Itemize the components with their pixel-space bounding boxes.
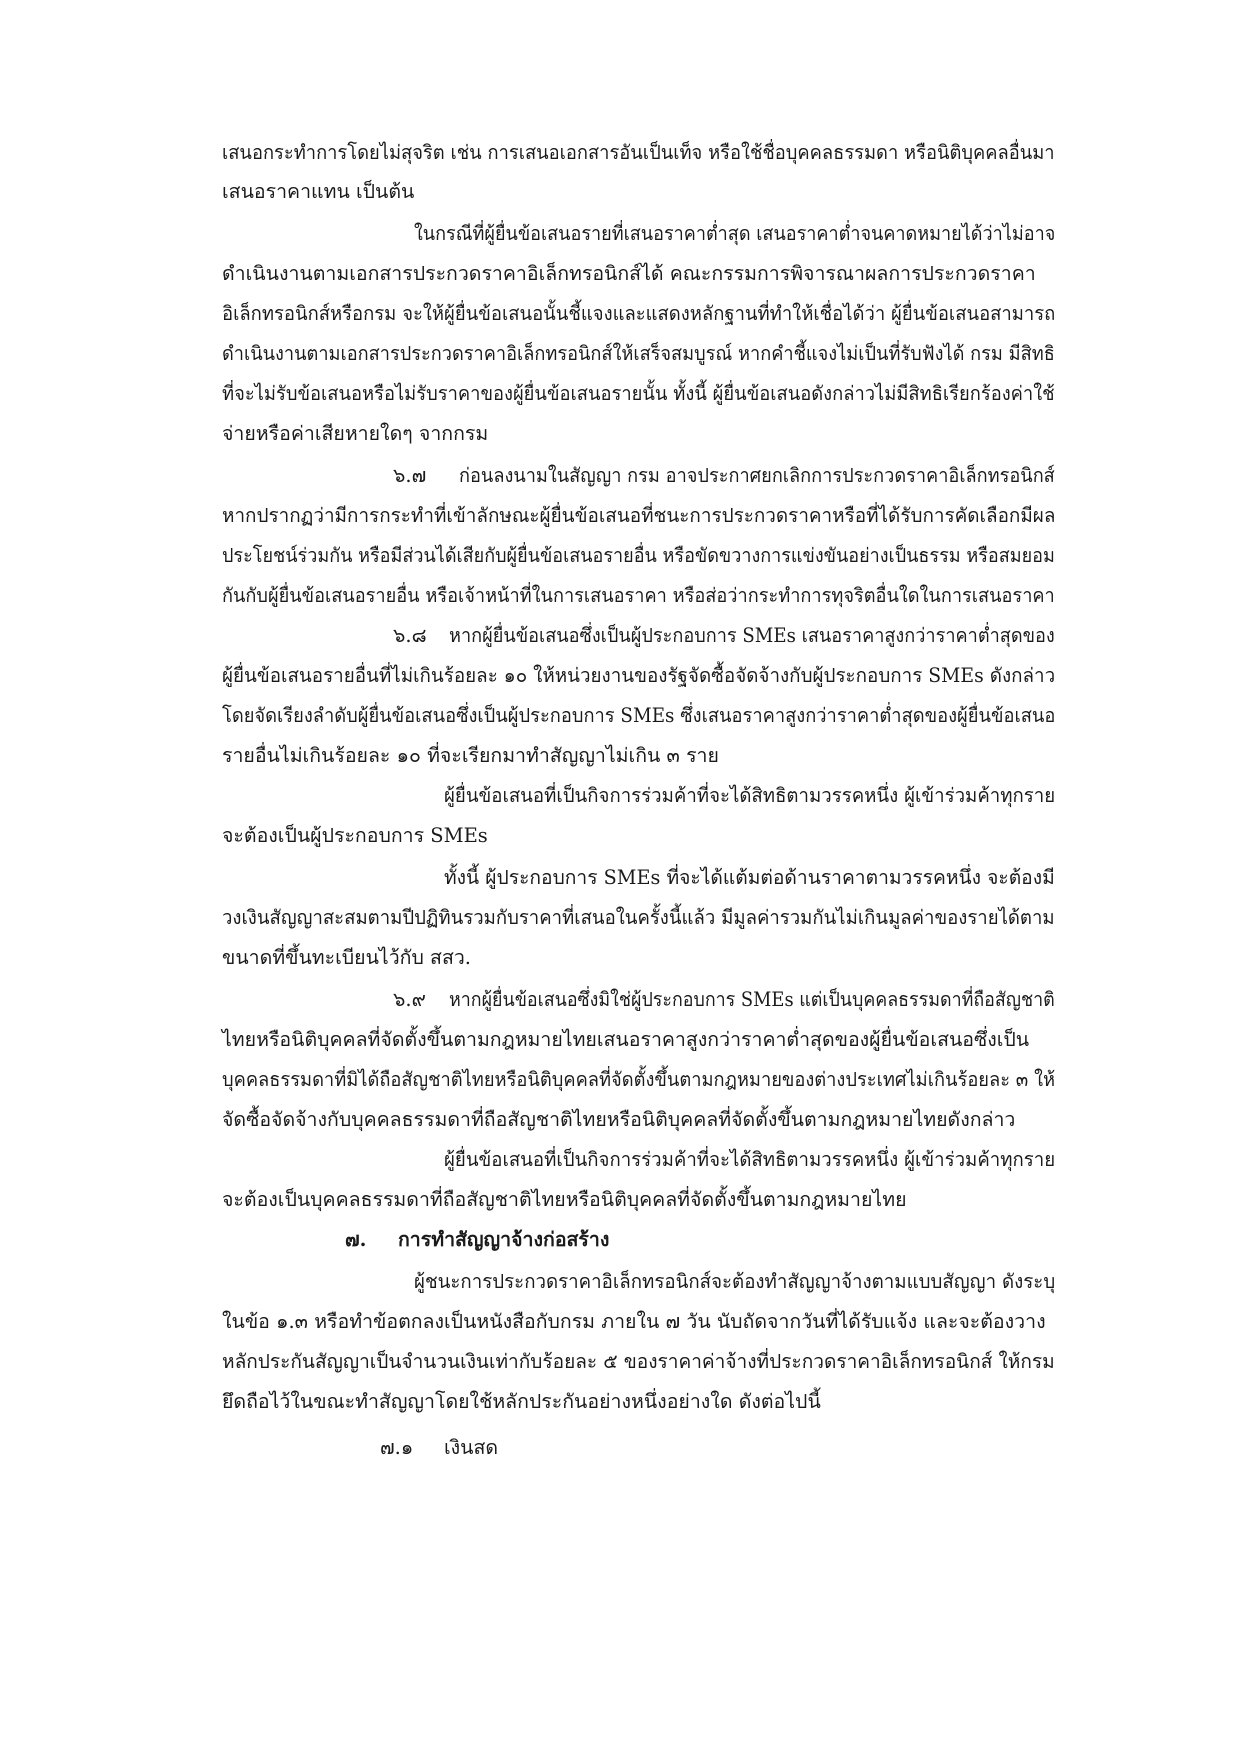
text-line: ประโยชน์ร่วมกัน หรือมีส่วนได้เสียกับผู้ยื่นข้อเสนอรายอื่น หรือขัดขวางการแข่งขันอย่างเป็นธรรม หรือสมยอม — [222, 544, 1055, 567]
text-line: ขนาดที่ขึ้นทะเบียนไว้กับ สสว. — [222, 946, 472, 969]
text-line: เสนอราคาแทน เป็นต้น — [222, 180, 415, 203]
text-line: ยึดถือไว้ในขณะทำสัญญาโดยใช้หลักประกันอย่างหนึ่งอย่างใด ดังต่อไปนี้ — [222, 1390, 821, 1413]
text-line: เงินสด — [444, 1436, 499, 1459]
text-line: ดำเนินงานตามเอกสารประกวดราคาอิเล็กทรอนิกส์ให้เสร็จสมบูรณ์ หากคำชี้แจงไม่เป็นที่รับฟังได้ กรม มีสิทธิ — [222, 342, 1055, 365]
text-line: ผู้ยื่นข้อเสนอที่เป็นกิจการร่วมค้าที่จะได้สิทธิตามวรรคหนึ่ง ผู้เข้าร่วมค้าทุกราย — [444, 784, 1056, 807]
text-line: วงเงินสัญญาสะสมตามปีปฏิทินรวมกับราคาที่เสนอในครั้งนี้แล้ว มีมูลค่ารวมกันไม่เกินมูลค่าของรายได้ตาม — [222, 906, 1055, 929]
section-number: ๖.๗ — [393, 464, 427, 487]
text-line: ก่อนลงนามในสัญญา กรม อาจประกาศยกเลิกการประกวดราคาอิเล็กทรอนิกส์ — [459, 464, 1055, 487]
text-line: จะต้องเป็นบุคคลธรรมดาที่ถือสัญชาติไทยหรือนิติบุคคลที่จัดตั้งขึ้นตามกฎหมายไทย — [222, 1188, 907, 1211]
text-line: ไทยหรือนิติบุคคลที่จัดตั้งขึ้นตามกฎหมายไทยเสนอราคาสูงกว่าราคาต่ำสุดของผู้ยื่นข้อเสนอซึ่งเป็น — [222, 1028, 1030, 1051]
text-line: ในข้อ ๑.๓ หรือทำข้อตกลงเป็นหนังสือกับกรม ภายใน ๗ วัน นับถัดจากวันที่ได้รับแจ้ง และจะต้องวาง — [222, 1310, 1046, 1333]
text-line: จะต้องเป็นผู้ประกอบการ SMEs — [222, 824, 488, 847]
text-line: ทั้งนี้ ผู้ประกอบการ SMEs ที่จะได้แต้มต่อด้านราคาตามวรรคหนึ่ง จะต้องมี — [444, 866, 1055, 889]
section-heading: การทำสัญญาจ้างก่อสร้าง — [398, 1228, 610, 1251]
text-line: อิเล็กทรอนิกส์หรือกรม จะให้ผู้ยื่นข้อเสนอนั้นชี้แจงและแสดงหลักฐานที่ทำให้เชื่อได้ว่า ผู้ยื่นข้อเสนอสามารถ — [222, 302, 1056, 325]
text-line: หากผู้ยื่นข้อเสนอซึ่งเป็นผู้ประกอบการ SMEs เสนอราคาสูงกว่าราคาต่ำสุดของ — [449, 624, 1055, 647]
text-line: จัดซื้อจัดจ้างกับบุคคลธรรมดาที่ถือสัญชาติไทยหรือนิติบุคคลที่จัดตั้งขึ้นตามกฎหมายไทยดังกล่าว — [222, 1108, 1016, 1131]
text-line: ผู้ยื่นข้อเสนอรายอื่นที่ไม่เกินร้อยละ ๑๐ ให้หน่วยงานของรัฐจัดซื้อจัดจ้างกับผู้ประกอบการ SMEs ดังกล่าว — [222, 664, 1056, 687]
section-number: ๗.๑ — [380, 1436, 414, 1459]
text-line: ที่จะไม่รับข้อเสนอหรือไม่รับราคาของผู้ยื่นข้อเสนอรายนั้น ทั้งนี้ ผู้ยื่นข้อเสนอดังกล่าวไม่มีสิทธิเรียกร้องค่าใช้ — [222, 382, 1055, 405]
text-line: เสนอกระทำการโดยไม่สุจริต เช่น การเสนอเอกสารอันเป็นเท็จ หรือใช้ชื่อบุคคลธรรมดา หรือนิติบุคคลอื่นมา — [222, 141, 1055, 164]
text-line: จ่ายหรือค่าเสียหายใดๆ จากกรม — [222, 422, 489, 445]
text-line: ในกรณีที่ผู้ยื่นข้อเสนอรายที่เสนอราคาต่ำสุด เสนอราคาต่ำจนคาดหมายได้ว่าไม่อาจ — [414, 222, 1056, 245]
section-number: ๖.๘ — [393, 624, 427, 647]
text-line: กันกับผู้ยื่นข้อเสนอรายอื่น หรือเจ้าหน้าที่ในการเสนอราคา หรือส่อว่ากระทำการทุจริตอื่นใดในการเสนอราคา — [222, 584, 1055, 607]
text-line: ดำเนินงานตามเอกสารประกวดราคาอิเล็กทรอนิกส์ได้ คณะกรรมการพิจารณาผลการประกวดราคา — [222, 262, 1036, 285]
text-line: ผู้ชนะการประกวดราคาอิเล็กทรอนิกส์จะต้องทำสัญญาจ้างตามแบบสัญญา ดังระบุ — [414, 1270, 1056, 1293]
text-line: หลักประกันสัญญาเป็นจำนวนเงินเท่ากับร้อยละ ๕ ของราคาค่าจ้างที่ประกวดราคาอิเล็กทรอนิกส์ ให้กรม — [222, 1350, 1055, 1373]
text-line: ผู้ยื่นข้อเสนอที่เป็นกิจการร่วมค้าที่จะได้สิทธิตามวรรคหนึ่ง ผู้เข้าร่วมค้าทุกราย — [444, 1148, 1056, 1171]
text-line: บุคคลธรรมดาที่มิได้ถือสัญชาติไทยหรือนิติบุคคลที่จัดตั้งขึ้นตามกฎหมายของต่างประเทศไม่เกินร้อยละ ๓ ให้ — [222, 1068, 1056, 1091]
section-number: ๗. — [345, 1228, 367, 1251]
text-line: โดยจัดเรียงลำดับผู้ยื่นข้อเสนอซึ่งเป็นผู้ประกอบการ SMEs ซึ่งเสนอราคาสูงกว่าราคาต่ำสุดของผู้ยื่นข้อเสนอ — [222, 704, 1056, 727]
text-line: หากผู้ยื่นข้อเสนอซึ่งมิใช่ผู้ประกอบการ SMEs แต่เป็นบุคคลธรรมดาที่ถือสัญชาติ — [449, 988, 1055, 1011]
section-number: ๖.๙ — [393, 988, 426, 1011]
text-line: รายอื่นไม่เกินร้อยละ ๑๐ ที่จะเรียกมาทำสัญญาไม่เกิน ๓ ราย — [222, 744, 719, 767]
text-line: หากปรากฏว่ามีการกระทำที่เข้าลักษณะผู้ยื่นข้อเสนอที่ชนะการประกวดราคาหรือที่ได้รับการคัดเลือกมีผล — [222, 504, 1056, 527]
